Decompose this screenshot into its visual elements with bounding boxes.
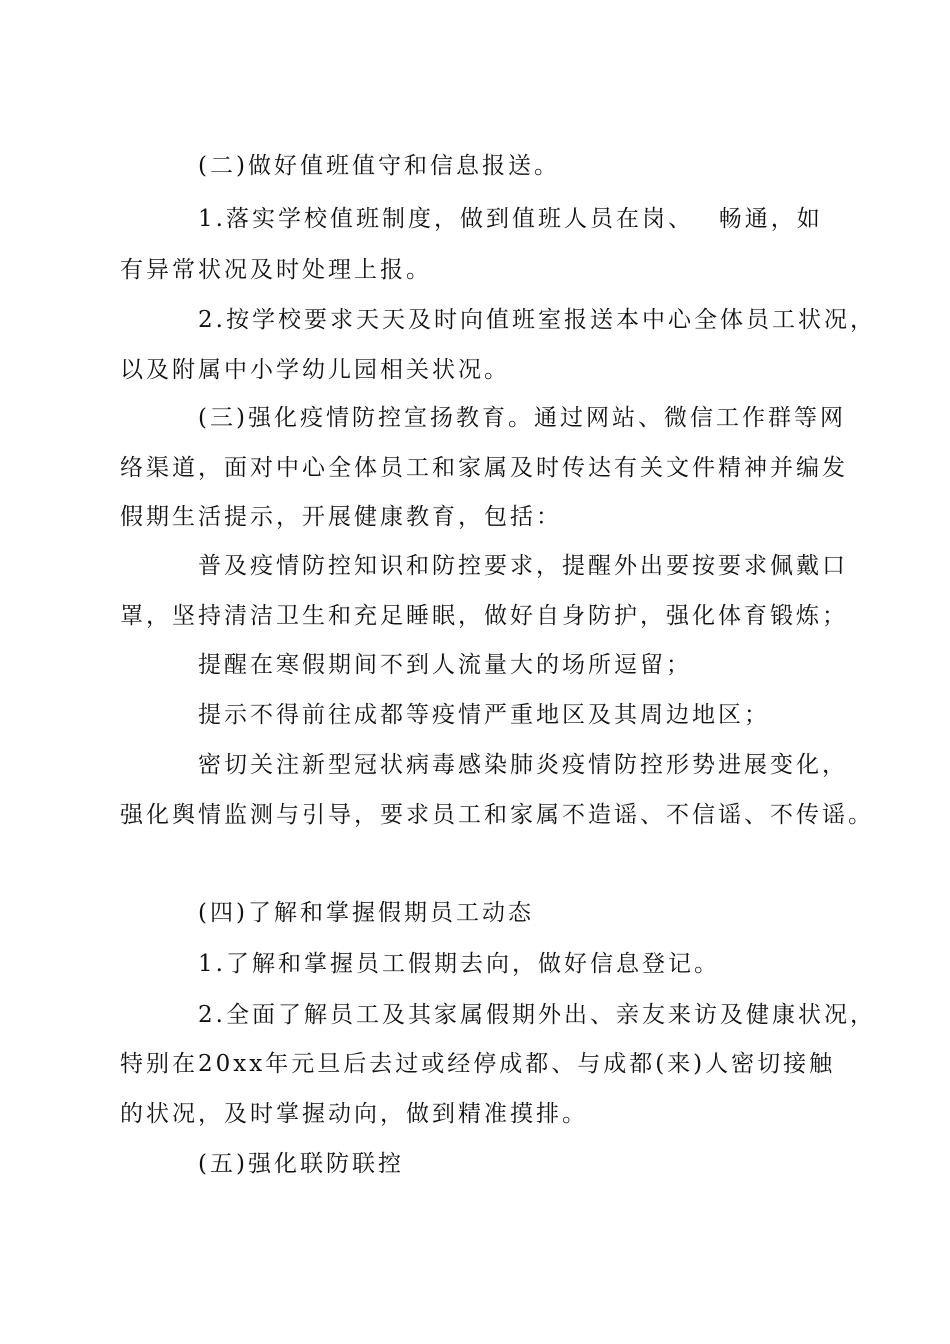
paragraph-line: 络渠道，面对中心全体员工和家属及时传达有关文件精神并编发 [120, 455, 848, 481]
paragraph-line: 密切关注新型冠状病毒感染肺炎疫情防控形势进展变化， [198, 752, 848, 778]
paragraph-line: 以及附属中小学幼儿园相关状况。 [120, 357, 510, 383]
paragraph-line: 1.了解和掌握员工假期去向，做好信息登记。 [198, 951, 720, 977]
section-heading-3: (三)强化疫情防控宣扬教育。通过网站、微信工作群等网 [198, 405, 846, 431]
paragraph-line: 1.落实学校值班制度，做到值班人员在岗、 畅通，如 [198, 206, 823, 232]
paragraph-line: 有异常状况及时处理上报。 [120, 257, 432, 283]
paragraph-line: 特别在20xx年元旦后去过或经停成都、与成都(来)人密切接触 [120, 1051, 836, 1077]
paragraph-line: 的状况，及时掌握动向，做到精准摸排。 [120, 1101, 588, 1127]
section-heading-2: (二)做好值班值守和信息报送。 [198, 153, 560, 179]
paragraph-line: 提示不得前往成都等疫情严重地区及其周边地区； [198, 702, 770, 728]
paragraph-line: 假期生活提示，开展健康教育，包括： [120, 504, 562, 530]
paragraph-line: 2.按学校要求天天及时向值班室报送本中心全体员工状况， [198, 307, 876, 333]
paragraph-line: 强化舆情监测与引导，要求员工和家属不造谣、不信谣、不传谣。 [120, 802, 874, 828]
paragraph-line: 普及疫情防控知识和防控要求，提醒外出要按要求佩戴口 [198, 553, 848, 579]
paragraph-line: 罩，坚持清洁卫生和充足睡眠，做好自身防护，强化体育锻炼； [120, 603, 848, 629]
section-heading-4: (四)了解和掌握假期员工动态 [198, 900, 534, 926]
paragraph-line: 提醒在寒假期间不到人流量大的场所逗留； [198, 652, 692, 678]
paragraph-line: 2.全面了解员工及其家属假期外出、亲友来访及健康状况， [198, 1002, 876, 1028]
section-heading-5: (五)强化联防联控 [198, 1151, 404, 1177]
